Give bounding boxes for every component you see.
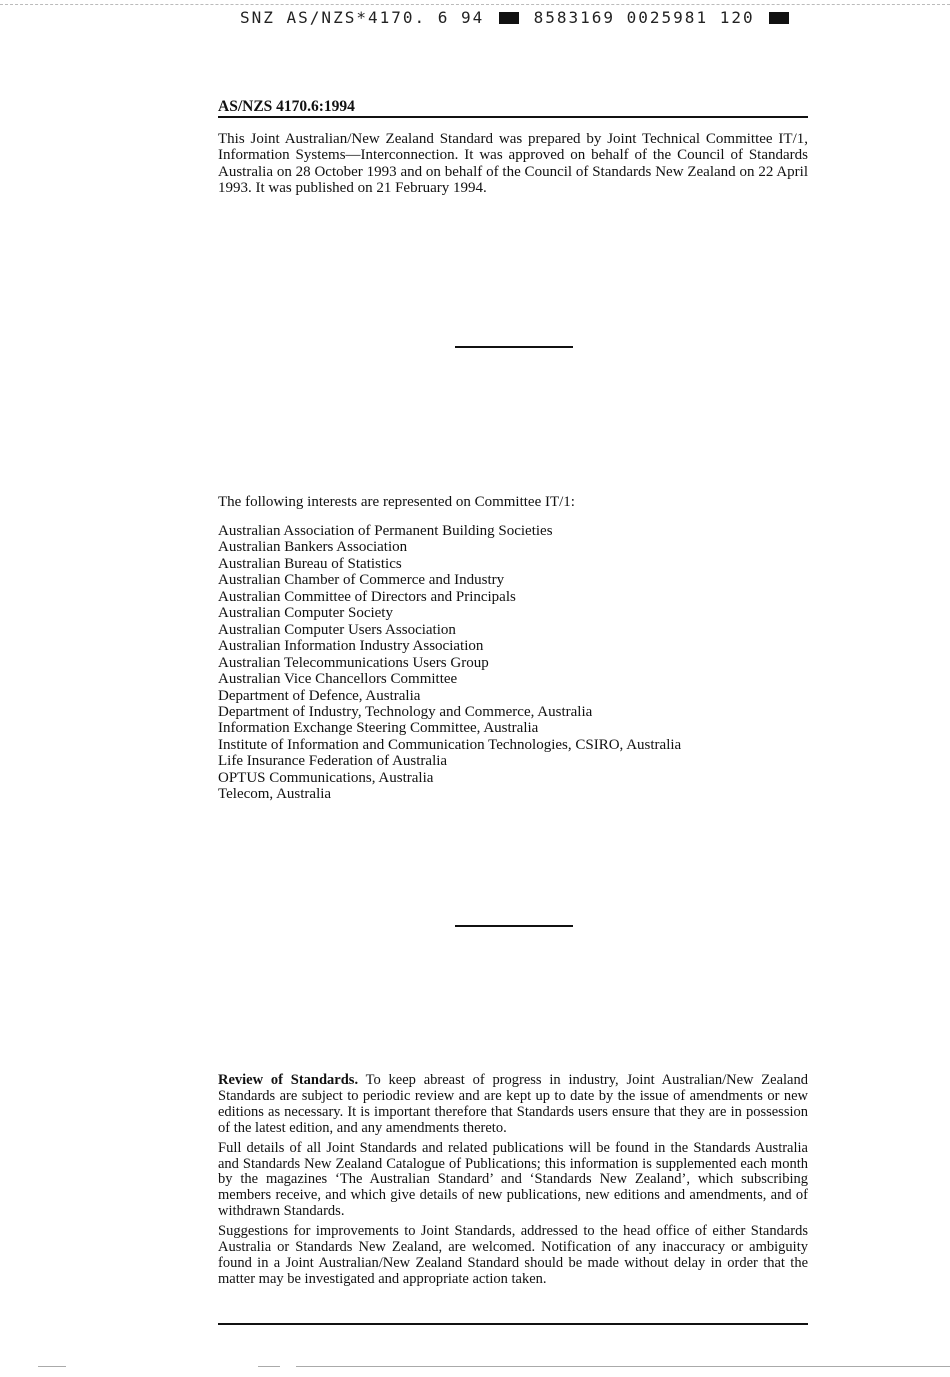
section-divider: [455, 346, 573, 348]
committee-member: Life Insurance Federation of Australia: [218, 753, 448, 770]
committee-member: Institute of Information and Communication Technologies, CSIRO, Australia: [218, 736, 682, 753]
review-paragraph: [218, 1073, 808, 1137]
review-text: To keep abreast of progress in industry, Joint Australian/New Zealand Standards are subject to periodic review and are kept up to date by the issue of amendments or new editions as necessary. It is important therefore that Standards users ensure that they are in possession of the latest edition, and any amendments thereto.: [218, 1072, 808, 1136]
review-lead: Review of Standards.: [218, 1072, 359, 1088]
scan-block-mark: [769, 12, 789, 24]
review-paragraph: Full details of all Joint Standards and related publications will be found in the Standards Australia and Standards New Zealand Catalogue of Publications; this information is supplemented each month by the magazines ‘The Australian Standard’ and ‘Standards New Zealand’, which subscribing members receive, and which give details of new publications, new editions and amendments, and of withdrawn Standards.: [218, 1139, 808, 1220]
scan-artifact-bottom: [38, 1366, 66, 1368]
document-id: AS/NZS 4170.6:1994: [218, 98, 355, 115]
review-of-standards: [218, 1073, 808, 1292]
committee-member: Australian Committee of Directors and Principals: [218, 588, 516, 605]
committee-member: Australian Information Industry Association: [218, 638, 484, 655]
committee-member: Department of Industry, Technology and Commerce, Australia: [218, 703, 593, 720]
section-divider: [455, 925, 573, 927]
committee-member: Australian Computer Users Association: [218, 621, 456, 638]
scan-artifact-top: [0, 4, 950, 6]
committee-member: Australian Vice Chancellors Committee: [218, 671, 458, 688]
scan-artifact-bottom: [296, 1366, 950, 1368]
scan-code-line: [240, 8, 800, 27]
committee-member: Australian Association of Permanent Building Societies: [218, 523, 553, 539]
committee-member: Telecom, Australia: [218, 786, 332, 803]
committee-member: Australian Bankers Association: [218, 539, 408, 556]
committee-member: Department of Defence, Australia: [218, 687, 421, 704]
committee-member: Australian Telecommunications Users Group: [218, 654, 489, 671]
scan-block-mark: [499, 12, 519, 24]
committee-member: Australian Bureau of Statistics: [218, 555, 402, 572]
scan-code-text: SNZ AS/NZS*4170. 6 94: [240, 8, 485, 27]
top-rule: [218, 116, 808, 118]
review-paragraph: Suggestions for improvements to Joint Standards, addressed to the head office of either Standards Australia or Standards New Zealand, are welcomed. Notification of any inaccuracy or ambiguity found in a Joint Australian/New Zealand Standard should be made without delay in order that the matter may be investigated and appropriate action taken.: [218, 1223, 808, 1287]
committee-member: Australian Chamber of Commerce and Industry: [218, 572, 505, 589]
committee-member: Australian Computer Society: [218, 605, 393, 622]
intro-paragraph: This Joint Australian/New Zealand Standard was prepared by Joint Technical Committee IT/1, Information Systems—Interconnection. It was approved on behalf of the Council of Standards Australia on 28 October 1993 and on behalf of the Council of Standards New Zealand on 22 April 1993. It was published on 21 February 1994.: [218, 131, 808, 197]
committee-heading: The following interests are represented on Committee IT/1:: [218, 494, 575, 510]
scan-code-numbers: 8583169 0025981 120: [533, 8, 755, 27]
committee-member: Information Exchange Steering Committee, Australia: [218, 720, 539, 737]
scan-artifact-bottom: [258, 1366, 280, 1368]
committee-member: OPTUS Communications, Australia: [218, 769, 434, 786]
committee-member-list: [218, 523, 681, 803]
bottom-rule: [218, 1323, 808, 1325]
